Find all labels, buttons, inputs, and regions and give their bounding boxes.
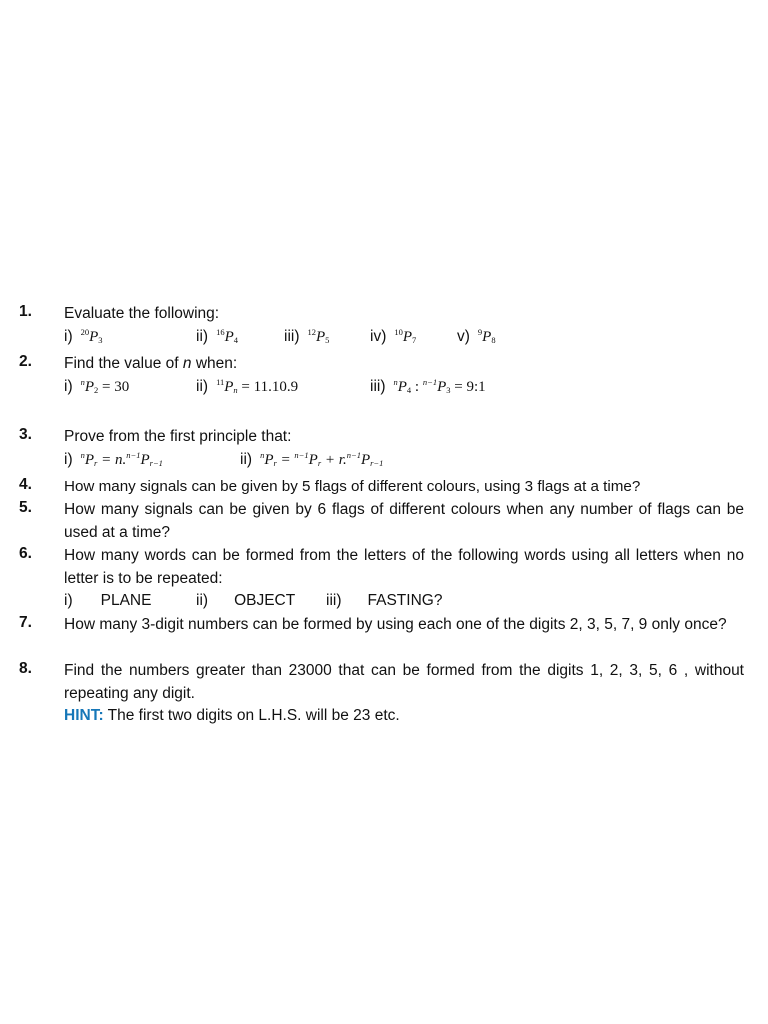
sub-item-i: i) $^nP_2 = 30$	[64, 376, 130, 396]
question-number: 5.	[19, 499, 32, 516]
question-number: 3.	[19, 426, 32, 443]
sub-item-iii: iii) FASTING?	[326, 592, 443, 609]
sub-items	[64, 590, 744, 612]
sub-items	[64, 449, 744, 471]
sub-item-iii: iii) $^{12}P_5$	[284, 326, 330, 346]
hint-text: The first two digits on L.H.S. will be 23 etc.	[103, 707, 400, 724]
sub-item-ii: ii) OBJECT	[196, 592, 296, 609]
question-number: 8.	[19, 660, 32, 677]
question-number: 2.	[19, 353, 32, 370]
question-number: 1.	[19, 303, 32, 320]
question-body	[64, 660, 744, 728]
question-body	[64, 545, 744, 612]
question-text: Find the value of n when:	[64, 355, 238, 372]
sub-items	[64, 376, 744, 398]
sub-item-ii: ii) $^nP_r = ^{n-1}P_r + r.^{n-1}P_{r-1}$	[240, 449, 384, 469]
sub-item-ii: ii) $^{16}P_4$	[196, 326, 238, 346]
question-number: 6.	[19, 545, 32, 562]
question-text: How many words can be formed from the letters of the following words using all letters when no letter is to be repeated:	[64, 547, 744, 587]
sub-item-iv: iv) $^{10}P_7$	[370, 326, 417, 346]
sub-items	[64, 326, 744, 348]
question-text: Evaluate the following:	[64, 305, 220, 322]
hint	[64, 705, 744, 728]
question-text: Find the numbers greater than 23000 that can be formed from the digits 1, 2, 3, 5, 6 , without repeating any digit.	[64, 662, 744, 702]
question-number: 7.	[19, 614, 32, 631]
sub-item-i: i) $^{20}P_3$	[64, 326, 103, 346]
question-text: How many signals can be given by 6 flags of different colours when any number of flags can be used at a time?	[64, 501, 744, 541]
question-body	[64, 353, 744, 398]
sub-item-i: i) $^nP_r = n.^{n-1}P_{r-1}$	[64, 449, 163, 469]
question-body	[64, 426, 744, 471]
question-text: How many 3-digit numbers can be formed by using each one of the digits 2, 3, 5, 7, 9 only once?	[64, 616, 727, 633]
hint-label: HINT:	[64, 707, 104, 724]
sub-item-i: i) PLANE	[64, 592, 152, 609]
question-text: How many signals can be given by 5 flags of different colours, using 3 flags at a time?	[64, 478, 641, 495]
question-text: Prove from the first principle that:	[64, 428, 292, 445]
question-body	[64, 303, 744, 348]
sub-item-ii: ii) $^{11}P_n = 11.10.9$	[196, 376, 299, 396]
sub-item-iii: iii) $^nP_4$ : $^{n-1}P_3$ = 9:1	[370, 376, 486, 396]
question-number: 4.	[19, 476, 32, 493]
sub-item-v: v) $^9P_8$	[457, 326, 496, 346]
